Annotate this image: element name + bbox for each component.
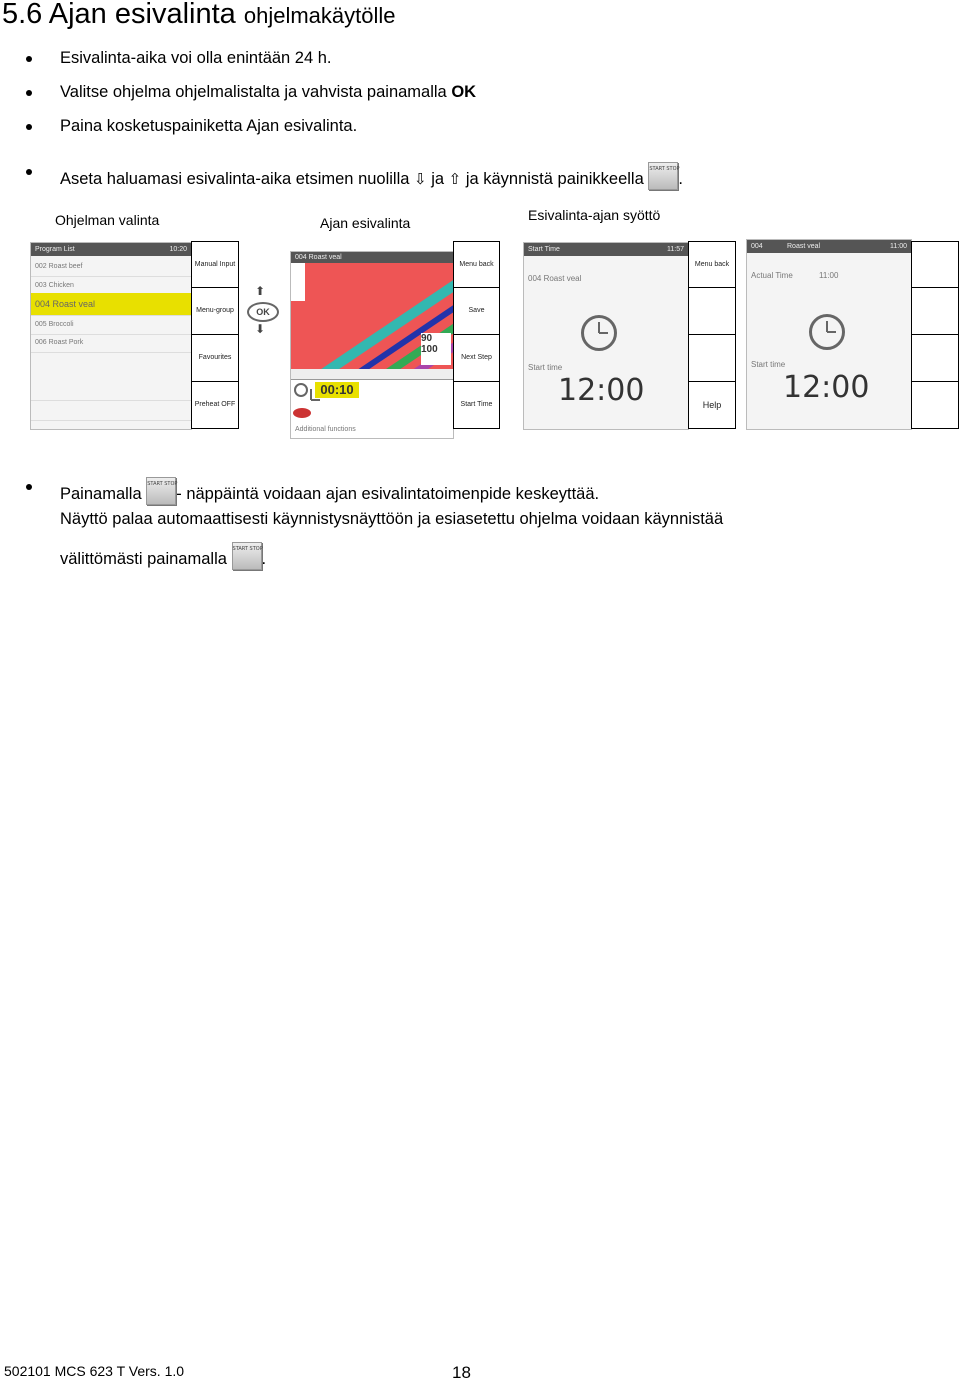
cooking-graphic (291, 263, 453, 369)
bullet-text: Esivalinta-aika voi olla enintään 24 h. (60, 49, 332, 67)
start-time-value: 12:00 (783, 370, 870, 405)
bullet-text (60, 162, 683, 190)
softkey-column-4 (911, 241, 959, 429)
bullet-dot (26, 124, 32, 130)
clock-icon (809, 314, 845, 350)
bullet-text: Paina kosketuspainiketta Ajan esivalinta. (60, 117, 358, 135)
actual-time-value: 11:00 (819, 271, 839, 280)
paragraph-line: Näyttö palaa automaattisesti käynnistysnäyttöön ja esiasetettu ohjelma voidaan käynnistää (60, 510, 724, 528)
arrow-down-icon: ⬇ (255, 322, 266, 336)
softkey-next-step[interactable]: Next Step (454, 335, 499, 382)
softkey-empty[interactable] (912, 335, 958, 382)
screen-header-title: Program List (35, 246, 75, 253)
program-row: 003 Chicken (31, 276, 191, 296)
paragraph-text-part: . (261, 550, 267, 568)
footer-doc-id: 502101 MCS 623 T Vers. 1.0 (4, 1363, 185, 1379)
arrow-down-icon: ⇩ (414, 170, 427, 188)
page-title (2, 0, 395, 34)
softkey-menu-back[interactable]: Menu back (454, 242, 499, 288)
ok-button[interactable]: OK (247, 302, 279, 322)
program-row: 006 Roast Pork (31, 333, 191, 353)
softkey-column-1 (191, 241, 239, 429)
actual-time-screen (746, 239, 912, 430)
softkey-empty[interactable] (689, 288, 735, 335)
paragraph-text-part: välittömästi painamalla (60, 550, 227, 568)
softkey-preheat-off[interactable]: Preheat OFF (194, 401, 236, 408)
screen-header (31, 243, 191, 256)
start-stop-icon (648, 162, 678, 190)
program-name: 004 Roast veal (528, 274, 582, 283)
program-row (31, 401, 191, 421)
bullet-dot (26, 90, 32, 96)
screen-header-time: 10:20 (169, 246, 187, 253)
softkey-start-time[interactable]: Start Time (460, 401, 493, 408)
softkey-column-2 (453, 241, 500, 429)
caption-time-entry: Esivalinta-ajan syöttö (528, 207, 661, 223)
ok-bold: OK (451, 83, 477, 101)
start-stop-label: START STOP (649, 166, 680, 172)
arrow-up-icon: ⇧ (448, 170, 462, 188)
screen-header-title: Start Time (528, 246, 560, 253)
bullet-text-part: Valitse ohjelma ohjelmalistalta ja vahvista painamalla (60, 83, 447, 101)
start-stop-label: START STOP (232, 546, 263, 552)
program-row (31, 381, 191, 401)
start-stop-icon (232, 542, 262, 570)
paragraph-line (60, 542, 266, 570)
bullet-text (60, 477, 599, 505)
program-row: 002 Roast beef (31, 257, 191, 277)
bullet-text-part: . (678, 170, 683, 188)
bullet-text-part: ja (431, 170, 445, 188)
clock-icon (291, 380, 313, 402)
section-title: 5.6 Ajan esivalinta (2, 0, 236, 30)
screen-header-time: 11:57 (667, 246, 684, 253)
bullet-dot (26, 169, 32, 175)
softkey-manual-input[interactable]: Manual Input (192, 242, 238, 288)
start-time-label: Start time (751, 360, 786, 369)
ok-navigator (243, 284, 279, 338)
screen-header-program: 004 (751, 243, 763, 250)
softkey-help[interactable]: Help (702, 400, 722, 410)
time-preselect-screen (290, 251, 454, 439)
thermometer-icon (291, 263, 305, 301)
bullet-text-part: ja käynnistä painikkeella (465, 170, 644, 188)
bullet-text (60, 83, 476, 102)
screen-header (524, 243, 688, 256)
softkey-column-3 (688, 241, 736, 429)
screen-header-time: 11:00 (890, 243, 907, 250)
arrow-up-icon: ⬆ (255, 284, 266, 298)
caption-program-select: Ohjelman valinta (55, 212, 160, 228)
value-box (421, 333, 451, 365)
start-stop-label: START STOP (147, 481, 178, 487)
caption-time-preselect: Ajan esivalinta (320, 215, 411, 231)
screen-header: 004 Roast veal (291, 252, 453, 263)
additional-functions[interactable]: Additional functions (295, 426, 356, 433)
softkey-favourites[interactable]: Favourites (192, 335, 238, 382)
program-list-screen (30, 242, 192, 430)
softkey-empty[interactable] (912, 242, 958, 288)
screen-header (747, 240, 911, 253)
bullet-text-part: Aseta haluamasi esivalinta-aika etsimen nuolilla (60, 170, 410, 188)
clock-icon (581, 315, 617, 351)
bullet-dot (26, 484, 32, 490)
softkey-menu-back[interactable]: Menu back (689, 242, 735, 288)
softkey-empty[interactable] (912, 288, 958, 335)
step-bar (291, 369, 453, 380)
start-time-value: 12:00 (558, 373, 645, 408)
screen-header-title: Roast veal (787, 243, 821, 250)
section-subtitle: ohjelmakäytölle (243, 3, 396, 28)
stop-indicator-icon (293, 408, 311, 418)
preselect-timer: 00:10 (315, 382, 359, 398)
bullet-text-part: - näppäintä voidaan ajan esivalintatoimenpide keskeyttää. (176, 485, 600, 503)
start-stop-icon (146, 477, 176, 505)
program-row-selected: 004 Roast veal (31, 293, 191, 316)
start-time-screen (523, 242, 689, 430)
start-time-label: Start time (528, 363, 563, 372)
bullet-text-part: Painamalla (60, 485, 142, 503)
value-top: 90 (421, 333, 433, 344)
softkey-save[interactable]: Save (454, 288, 499, 335)
value-bottom: 100 (421, 344, 438, 355)
actual-time-label: Actual Time (751, 271, 793, 280)
program-row: 005 Broccoli (31, 315, 191, 335)
clock-face (294, 383, 308, 397)
softkey-empty[interactable] (912, 382, 958, 428)
page-number: 18 (452, 1363, 471, 1382)
softkey-empty[interactable] (689, 335, 735, 382)
softkey-menu-group[interactable]: Menu-group (192, 288, 238, 335)
bullet-dot (26, 56, 32, 62)
